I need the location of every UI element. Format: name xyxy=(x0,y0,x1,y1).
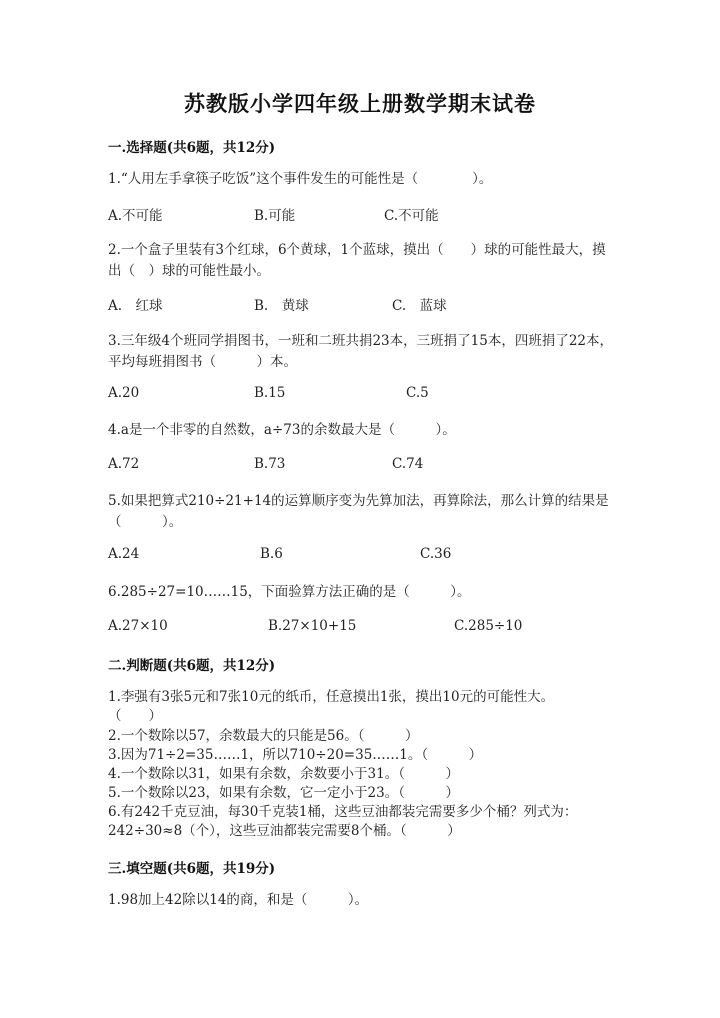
choice-question-1: 1.“人用左手拿筷子吃饭”这个事件发生的可能性是（ ）。 xyxy=(108,171,493,187)
choice-3-option-a: A.20 xyxy=(108,385,140,401)
choice-2-option-b: B. 黄球 xyxy=(254,298,309,314)
section-heading-choice: 一.选择题(共6题，共12分) xyxy=(108,140,276,156)
choice-6-option-c: C.285÷10 xyxy=(454,618,523,634)
choice-3-option-c: C.5 xyxy=(406,385,429,401)
choice-1-option-a: A.不可能 xyxy=(108,208,163,224)
choice-question-5: 5.如果把算式210÷21+14的运算顺序变为先算加法，再算除法，那么计算的结果是（ ）。 xyxy=(108,493,609,530)
choice-question-6: 6.285÷27=10……15，下面验算方法正确的是（ ）。 xyxy=(108,584,471,600)
section-heading-judge: 二.判断题(共6题，共12分) xyxy=(108,658,276,674)
judge-item-3: 3.因为71÷2=35……1，所以710÷20=35……1。（ ） xyxy=(108,747,483,763)
choice-4-option-a: A.72 xyxy=(108,456,140,472)
judge-item-4: 4.一个数除以31，如果有余数，余数要小于31。（ ） xyxy=(108,766,459,782)
choice-2-option-c: C. 蓝球 xyxy=(392,298,447,314)
choice-6-option-b: B.27×10+15 xyxy=(268,618,357,634)
judge-item-6: 6.有242千克豆油，每30千克装1桶，这些豆油都装完需要多少个桶？列式为：242÷30≈8（个），这些豆油都装完需要8个桶。（ ） xyxy=(108,804,578,839)
choice-5-option-a: A.24 xyxy=(108,546,140,562)
choice-question-2: 2.一个盒子里装有3个红球，6个黄球，1个蓝球，摸出（ ）球的可能性最大，摸出（ ）球的可能性最小。 xyxy=(108,242,606,279)
choice-2-option-a: A. 红球 xyxy=(108,298,163,314)
choice-1-option-c: C.不可能 xyxy=(384,208,439,224)
judge-item-5: 5.一个数除以23，如果有余数，它一定小于23。（ ） xyxy=(108,785,459,801)
choice-question-4: 4.a是一个非零的自然数，a÷73的余数最大是（ ）。 xyxy=(108,422,456,438)
page-title: 苏教版小学四年级上册数学期末试卷 xyxy=(184,91,536,116)
section-heading-fill: 三.填空题(共6题，共19分) xyxy=(108,861,276,877)
choice-4-option-b: B.73 xyxy=(254,456,286,472)
choice-1-option-b: B.可能 xyxy=(254,208,296,224)
choice-5-option-c: C.36 xyxy=(420,546,452,562)
fill-question-1: 1.98加上42除以14的商，和是（ ）。 xyxy=(108,892,369,908)
choice-6-option-a: A.27×10 xyxy=(108,618,168,634)
choice-3-option-b: B.15 xyxy=(254,385,286,401)
choice-question-3: 3.三年级4个班同学捐图书，一班和二班共捐23本，三班捐了15本，四班捐了22本，平均每班捐图书（ ）本。 xyxy=(108,333,614,370)
judge-item-2: 2.一个数除以57，余数最大的只能是56。（ ） xyxy=(108,728,419,744)
judge-item-1: 1.李强有3张5元和7张10元的纸币，任意摸出1张，摸出10元的可能性大。 （ ） xyxy=(108,689,588,724)
choice-5-option-b: B.6 xyxy=(260,546,283,562)
choice-4-option-c: C.74 xyxy=(392,456,424,472)
